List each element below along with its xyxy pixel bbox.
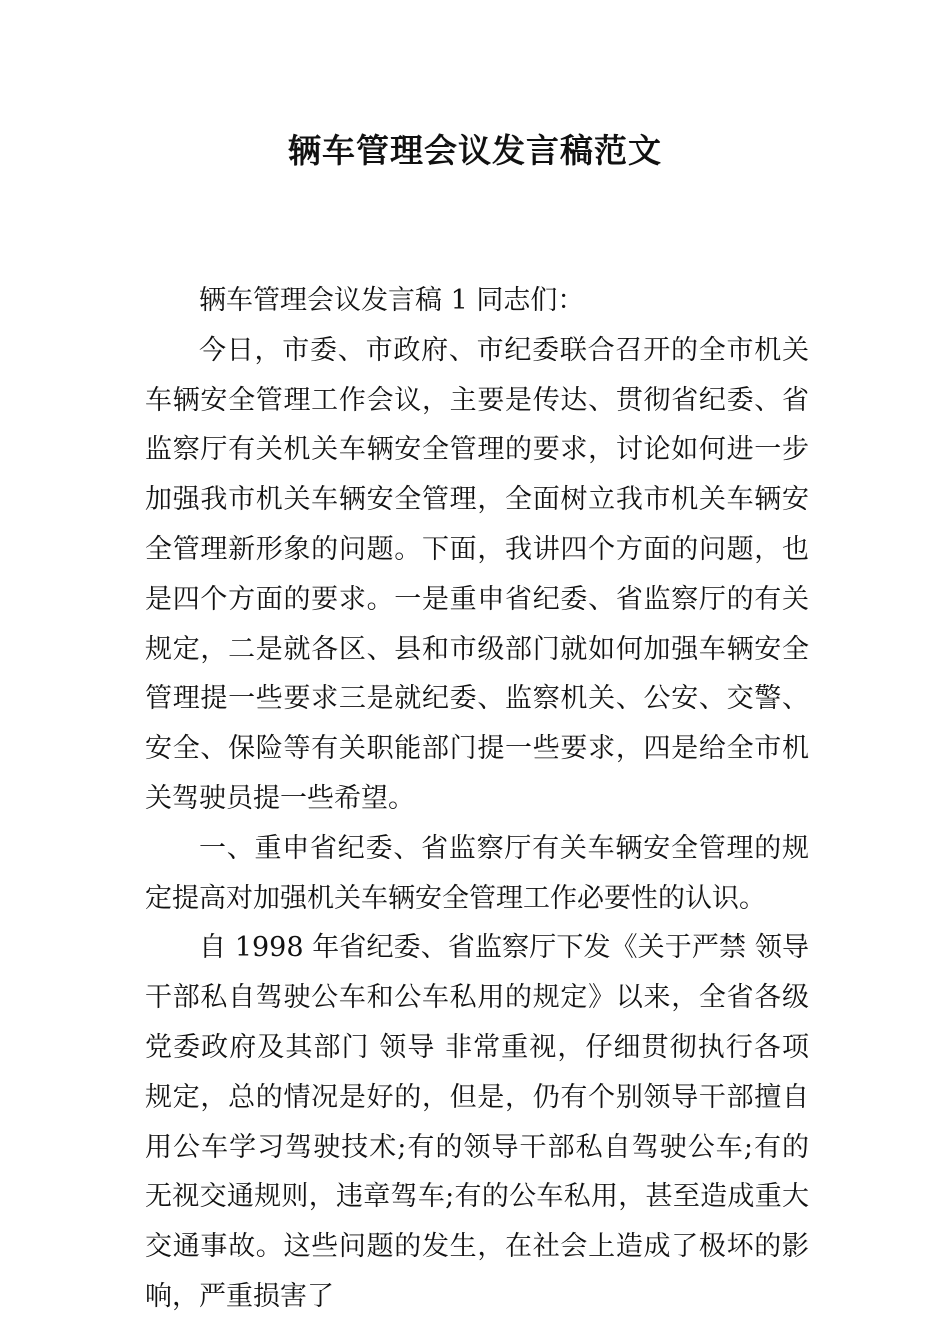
document-body	[145, 276, 809, 1322]
paragraph-greeting: 辆车管理会议发言稿 1 同志们：	[199, 285, 585, 316]
paragraph-section-one-body: 自 1998 年省纪委、省监察厅下发《关于严禁 领导 干部私自驾驶公车和公车私用的规定》以来，全省各级党委政府及其部门 领导 非常重视，仔细贯彻执行各项规定，总的情况是好的，但是，仍有个别领导干部擅自用公车学习驾驶技术;有的领导干部私自驾驶公车;有的无视交通规则，违章驾车;有的公车私用，甚至造成重大交通事故。这些问题的发生，在社会上造成了极坏的影响，严重损害了	[145, 932, 809, 1312]
document-title: 辆车管理会议发言稿范文	[288, 131, 662, 170]
paragraph-section-one-heading: 一、重申省纪委、省监察厅有关车辆安全管理的规定提高对加强机关车辆安全管理工作必要性的认识。	[145, 832, 809, 914]
paragraph-intro: 今日，市委、市政府、市纪委联合召开的全市机关车辆安全管理工作会议，主要是传达、贯彻省纪委、省监察厅有关机关车辆安全管理的要求，讨论如何进一步加强我市机关车辆安全管理，全面树立我市机关车辆安全管理新形象的问题。下面，我讲四个方面的问题，也是四个方面的要求。一是重申省纪委、省监察厅的有关规定，二是就各区、县和市级部门就如何加强车辆安全管理提一些要求三是就纪委、监察机关、公安、交警、安全、保险等有关职能部门提一些要求，四是给全市机关驾驶员提一些希望。	[145, 334, 809, 814]
